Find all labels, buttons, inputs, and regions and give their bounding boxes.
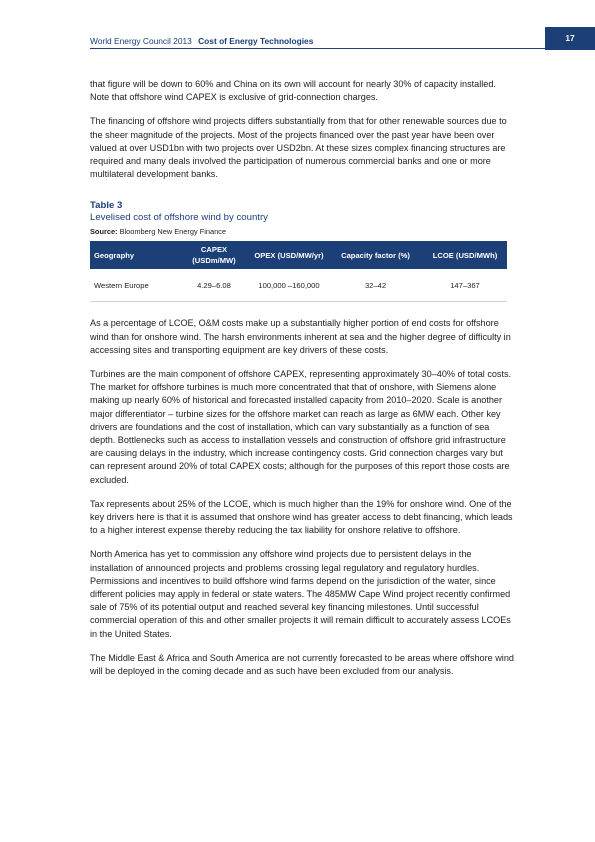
column-header: CAPEX (USDm/MW) (178, 241, 250, 269)
source-label: Source: (90, 227, 118, 237)
paragraph: The financing of offshore wind projects differs substantially from that for other renewable sources due to the sheer magnitude of the projects. Most of the projects financed over the past year have been over valued at over USD1bn with two projects over USD2bn. At these sizes complex financing structures are required and many deals involved the participation of numerous commercial banks and one or more multilateral development banks. (90, 116, 507, 180)
table-title: Levelised cost of offshore wind by country (90, 212, 268, 224)
paragraph: The Middle East & Africa and South America are not currently forecasted to be areas where offshore wind will be deployed in the coming decade and as such have been excluded from our analysis. (90, 652, 514, 677)
paragraph: North America has yet to commission any offshore wind projects due to persistent delays in the installation of announced projects and problems crossing legal regulatory and regulatory hurdles. Permissions and incentives to build offshore wind farms depend on the jurisdiction of the water, since different policies may apply in federal or state waters. The 485MW Cape Wind project recently confirmed sale of 75% of its potential output and reached several key financing milestones. Until successful commercial operation of this and other smaller projects it will remain difficult to accurately assess LCOEs in the United States. (90, 549, 511, 639)
report-title: Cost of Energy Technologies (198, 36, 314, 46)
paragraph: that figure will be down to 60% and China on its own will account for nearly 30% of capacity installed. Note that offshore wind CAPEX is exclusive of grid-connection charges. (90, 79, 496, 103)
table-block (90, 200, 515, 302)
header-divider (90, 48, 545, 49)
table-header-row (90, 241, 507, 269)
running-header (90, 36, 313, 46)
table-source (90, 226, 515, 237)
paragraph: Turbines are the main component of offshore CAPEX, representing approximately 30–40% of total costs. The market for offshore turbines is much more concentrated that that of onshore, with Siemens alone making up nearly 60% of historical and forecasted installed capacity from 2010–2020. Scale is another major differentiator – turbine sizes for the offshore market can reach as large as 6MW each. Other key drivers are foundations and the cost of installation, which can vary substantially as a function of sea depth. Bottlenecks such as access to installation vessels and construction of offshore grid infrastructure are causing delays in the industry, which increase contingency costs. Grid connection charges vary but can represent around 20% of total CAPEX costs; although for the purposes of this report those costs are excluded. (90, 369, 512, 485)
page-number: 17 (545, 27, 595, 50)
table-cell: 147–367 (423, 269, 507, 302)
publisher-name: World Energy Council 2013 (90, 36, 192, 46)
table-label: Table 3 (90, 200, 123, 212)
paragraph: Tax represents about 25% of the LCOE, which is much higher than the 19% for onshore wind. One of the key drivers here is that it is assumed that onshore wind has greater access to debt financing, which leads to a higher interest expense thereby reducing the tax liability for onshore relative to offshore. (90, 498, 513, 536)
table-row (90, 269, 507, 302)
table-cell: 100,000 –160,000 (250, 269, 328, 302)
column-header: LCOE (USD/MWh) (423, 241, 507, 269)
table-cell: 32–42 (328, 269, 423, 302)
lcoe-table (90, 241, 507, 302)
table-cell: 4.29–6.08 (178, 269, 250, 302)
page-header (0, 0, 595, 52)
paragraph: As a percentage of LCOE, O&M costs make up a substantially higher portion of end costs for offshore wind than for onshore wind. The harsh environments inherent at sea and the higher degree of difficulty in accessing sites and transporting equipment are key drivers of these costs. (90, 318, 511, 355)
column-header: Capacity factor (%) (328, 241, 423, 269)
table-cell: Western Europe (90, 269, 178, 302)
main-content (90, 78, 515, 689)
column-header: Geography (90, 241, 178, 269)
column-header: OPEX (USD/MW/yr) (250, 241, 328, 269)
source-text: Bloomberg New Energy Finance (119, 227, 226, 237)
